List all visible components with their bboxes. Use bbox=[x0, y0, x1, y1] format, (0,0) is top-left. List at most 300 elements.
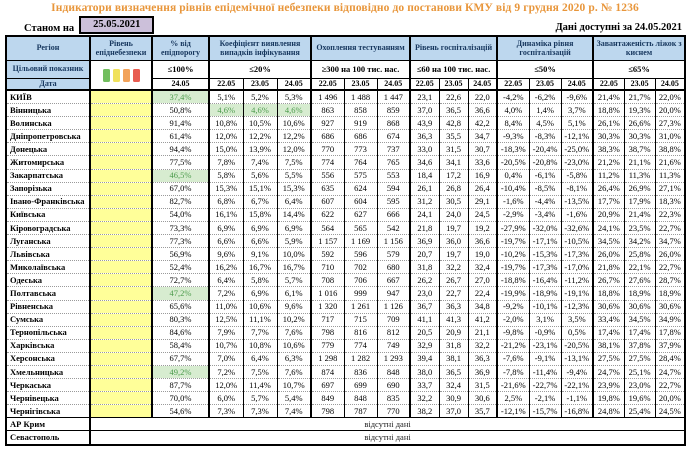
hosp-cell: 26,4 bbox=[468, 182, 497, 195]
group-header-row bbox=[6, 36, 685, 61]
meta-row bbox=[6, 15, 684, 34]
coef-cell: 7,2% bbox=[209, 365, 243, 378]
region-cell: Полтавська bbox=[6, 287, 90, 300]
date-cell: 22.05 bbox=[209, 79, 243, 91]
table-row bbox=[6, 392, 685, 405]
test-cell: 835 bbox=[377, 392, 410, 405]
coef-cell: 15,8% bbox=[243, 208, 277, 221]
beds-cell: 34,9% bbox=[655, 313, 685, 326]
col-header-epidemic-level: Рівень епіднебезпеки bbox=[90, 36, 152, 61]
region-cell: Сумська bbox=[6, 313, 90, 326]
dyn-cell: -2,1% bbox=[529, 392, 561, 405]
hosp-cell: 36,0 bbox=[439, 235, 468, 248]
col-header-region: Регіон bbox=[6, 36, 90, 61]
test-cell: 1 488 bbox=[344, 90, 377, 104]
beds-cell: 21,8% bbox=[593, 261, 624, 274]
hosp-cell: 31,2 bbox=[410, 195, 439, 208]
hosp-cell: 36,9 bbox=[468, 365, 497, 378]
test-cell: 706 bbox=[344, 274, 377, 287]
beds-cell: 24,7% bbox=[655, 365, 685, 378]
dyn-cell: -19,1% bbox=[561, 287, 593, 300]
test-cell: 709 bbox=[377, 313, 410, 326]
test-cell: 999 bbox=[344, 287, 377, 300]
hosp-cell: 35,7 bbox=[468, 405, 497, 418]
dyn-cell: -19,9% bbox=[497, 287, 529, 300]
coef-cell: 10,8% bbox=[209, 117, 243, 130]
test-cell: 1 293 bbox=[377, 352, 410, 365]
beds-cell: 20,0% bbox=[655, 392, 685, 405]
hosp-cell: 34,1 bbox=[439, 156, 468, 169]
beds-cell: 21,6% bbox=[655, 156, 685, 169]
region-cell: Івано-Франківська bbox=[6, 195, 90, 208]
pct-threshold-cell: 70,0% bbox=[152, 392, 209, 405]
coef-cell: 6,1% bbox=[277, 287, 311, 300]
beds-cell: 31,0% bbox=[655, 130, 685, 143]
dyn-cell: -12,1% bbox=[561, 130, 593, 143]
pct-threshold-cell: 61,4% bbox=[152, 130, 209, 143]
test-cell: 666 bbox=[377, 208, 410, 221]
hosp-cell: 19,0 bbox=[468, 248, 497, 261]
epidemic-level-cell bbox=[90, 274, 152, 287]
hosp-cell: 23,0 bbox=[410, 287, 439, 300]
beds-cell: 19,3% bbox=[624, 104, 655, 117]
col-header-hospitalization-level: Рівень госпіталізацій bbox=[410, 36, 497, 61]
coef-cell: 6,8% bbox=[209, 195, 243, 208]
test-cell: 1 298 bbox=[311, 352, 344, 365]
coef-cell: 6,0% bbox=[209, 392, 243, 405]
hosp-cell: 20,9 bbox=[439, 326, 468, 339]
dyn-cell: -12,1% bbox=[497, 405, 529, 418]
test-cell: 836 bbox=[344, 365, 377, 378]
beds-cell: 34,7% bbox=[655, 235, 685, 248]
test-cell: 717 bbox=[311, 313, 344, 326]
date-cell: 22.05 bbox=[497, 79, 529, 91]
region-cell: Вінницька bbox=[6, 104, 90, 117]
coef-cell: 10,0% bbox=[277, 248, 311, 261]
test-cell: 1 169 bbox=[344, 235, 377, 248]
beds-cell: 25,1% bbox=[624, 365, 655, 378]
test-cell: 596 bbox=[344, 248, 377, 261]
coef-cell: 7,7% bbox=[243, 326, 277, 339]
epidemic-level-cell bbox=[90, 287, 152, 300]
coef-cell: 5,3% bbox=[277, 90, 311, 104]
beds-cell: 30,3% bbox=[593, 130, 624, 143]
coef-cell: 6,7% bbox=[243, 195, 277, 208]
pct-threshold-cell: 80,3% bbox=[152, 313, 209, 326]
dyn-cell: -1,6% bbox=[561, 208, 593, 221]
dyn-cell: -20,5% bbox=[497, 156, 529, 169]
test-cell: 798 bbox=[311, 326, 344, 339]
dyn-cell: -3,4% bbox=[529, 208, 561, 221]
beds-cell: 19,6% bbox=[624, 392, 655, 405]
epidemic-level-cell bbox=[90, 143, 152, 156]
region-cell: Дніпропетровська bbox=[6, 130, 90, 143]
date-cell: 23.05 bbox=[243, 79, 277, 91]
hosp-cell: 23,1 bbox=[410, 90, 439, 104]
table-row bbox=[6, 221, 685, 234]
coef-cell: 7,5% bbox=[243, 365, 277, 378]
dyn-cell: 4,5% bbox=[529, 117, 561, 130]
region-cell: Донецька bbox=[6, 143, 90, 156]
pct-threshold-cell: 65,6% bbox=[152, 300, 209, 313]
table-row bbox=[6, 352, 685, 365]
hosp-cell: 22,6 bbox=[439, 90, 468, 104]
dyn-cell: -25,0% bbox=[561, 143, 593, 156]
table-header bbox=[6, 36, 685, 90]
beds-cell: 24,7% bbox=[593, 365, 624, 378]
hosp-cell: 30,6 bbox=[468, 392, 497, 405]
epidemic-level-cell bbox=[90, 379, 152, 392]
table-row bbox=[6, 156, 685, 169]
dyn-cell: -19,7% bbox=[497, 261, 529, 274]
beds-cell: 28,7% bbox=[655, 274, 685, 287]
data-available bbox=[555, 22, 682, 33]
coef-cell: 10,7% bbox=[277, 379, 311, 392]
test-cell: 1 126 bbox=[377, 300, 410, 313]
dyn-cell: -0,9% bbox=[529, 326, 561, 339]
hosp-cell: 38,2 bbox=[410, 405, 439, 418]
dyn-cell: -13,1% bbox=[561, 352, 593, 365]
hosp-cell: 35,5 bbox=[439, 130, 468, 143]
beds-cell: 22,3% bbox=[655, 208, 685, 221]
test-cell: 690 bbox=[377, 379, 410, 392]
hosp-cell: 43,9 bbox=[410, 117, 439, 130]
pct-threshold-cell: 94,4% bbox=[152, 143, 209, 156]
beds-cell: 27,1% bbox=[655, 182, 685, 195]
test-cell: 575 bbox=[344, 169, 377, 182]
beds-cell: 21,1% bbox=[624, 156, 655, 169]
dyn-cell: -4,4% bbox=[529, 195, 561, 208]
dyn-cell: -8,5% bbox=[529, 182, 561, 195]
dyn-cell: 1,4% bbox=[529, 104, 561, 117]
date-cell: 23.05 bbox=[344, 79, 377, 91]
hosp-cell: 36,6 bbox=[468, 104, 497, 117]
dyn-cell: -10,4% bbox=[497, 182, 529, 195]
date-cell: 22.05 bbox=[311, 79, 344, 91]
beds-cell: 37,9% bbox=[655, 339, 685, 352]
dyn-cell: -17,3% bbox=[529, 261, 561, 274]
hosp-cell: 19,7 bbox=[439, 248, 468, 261]
beds-cell: 30,6% bbox=[593, 300, 624, 313]
dyn-cell: -10,1% bbox=[529, 300, 561, 313]
hosp-cell: 32,2 bbox=[439, 261, 468, 274]
region-cell: Севастополь bbox=[6, 431, 90, 445]
hosp-cell: 22,0 bbox=[468, 90, 497, 104]
dyn-cell: -1,6% bbox=[497, 195, 529, 208]
hosp-cell: 41,2 bbox=[468, 313, 497, 326]
coef-cell: 6,6% bbox=[209, 235, 243, 248]
beds-cell: 26,6% bbox=[624, 117, 655, 130]
pct-threshold-cell: 87,7% bbox=[152, 379, 209, 392]
beds-cell: 34,2% bbox=[624, 235, 655, 248]
hosp-cell: 32,2 bbox=[468, 339, 497, 352]
epidemic-level-cell bbox=[90, 235, 152, 248]
hosp-cell: 37,0 bbox=[439, 405, 468, 418]
epidemic-level-cell bbox=[90, 117, 152, 130]
hosp-cell: 30,7 bbox=[468, 143, 497, 156]
date-cell: 22.05 bbox=[410, 79, 439, 91]
dyn-cell: -17,0% bbox=[561, 261, 593, 274]
test-cell: 1 282 bbox=[344, 352, 377, 365]
as-of-block bbox=[24, 16, 154, 34]
dyn-cell: -15,3% bbox=[529, 248, 561, 261]
test-cell: 749 bbox=[377, 339, 410, 352]
dyn-cell: -10,5% bbox=[561, 235, 593, 248]
epidemic-level-cell bbox=[90, 169, 152, 182]
epidemic-level-cell bbox=[90, 392, 152, 405]
hosp-cell: 20,5 bbox=[410, 326, 439, 339]
beds-cell: 27,5% bbox=[593, 352, 624, 365]
coef-cell: 6,4% bbox=[209, 274, 243, 287]
hosp-cell: 34,7 bbox=[468, 130, 497, 143]
pct-threshold-cell: 58,4% bbox=[152, 339, 209, 352]
test-cell: 773 bbox=[344, 143, 377, 156]
hosp-cell: 36,3 bbox=[468, 352, 497, 365]
dyn-cell: 4,0% bbox=[497, 104, 529, 117]
threshold-hospitalization: ≤60 на 100 тис. нас. bbox=[410, 61, 497, 79]
region-cell: Львівська bbox=[6, 248, 90, 261]
test-cell: 1 496 bbox=[311, 90, 344, 104]
hosp-cell: 32,4 bbox=[468, 261, 497, 274]
hosp-cell: 38,1 bbox=[439, 352, 468, 365]
test-cell: 874 bbox=[311, 365, 344, 378]
hosp-cell: 26,2 bbox=[410, 274, 439, 287]
threshold-testing: ≥300 на 100 тис. нас. bbox=[311, 61, 410, 79]
dyn-cell: -21,2% bbox=[497, 339, 529, 352]
epidemic-level-cell bbox=[90, 300, 152, 313]
dyn-cell: 0,5% bbox=[561, 326, 593, 339]
coef-cell: 10,8% bbox=[243, 339, 277, 352]
beds-cell: 17,7% bbox=[593, 195, 624, 208]
dyn-cell: -27,9% bbox=[497, 221, 529, 234]
dyn-cell: -22,1% bbox=[561, 379, 593, 392]
coef-cell: 7,3% bbox=[243, 405, 277, 418]
hosp-cell: 36,6 bbox=[468, 235, 497, 248]
test-cell: 686 bbox=[344, 130, 377, 143]
pct-threshold-cell: 82,7% bbox=[152, 195, 209, 208]
hosp-cell: 24,5 bbox=[468, 208, 497, 221]
coef-cell: 13,9% bbox=[243, 143, 277, 156]
hosp-cell: 19,2 bbox=[468, 221, 497, 234]
target-row bbox=[6, 61, 685, 79]
coef-cell: 16,2% bbox=[209, 261, 243, 274]
dyn-cell: -21,6% bbox=[497, 379, 529, 392]
hosp-cell: 20,7 bbox=[410, 248, 439, 261]
test-cell: 812 bbox=[377, 326, 410, 339]
epidemic-level-cell bbox=[90, 182, 152, 195]
beds-cell: 37,8% bbox=[624, 339, 655, 352]
beds-cell: 23,5% bbox=[624, 221, 655, 234]
table-row bbox=[6, 235, 685, 248]
dyn-cell: -20,5% bbox=[561, 339, 593, 352]
coef-cell: 16,1% bbox=[209, 208, 243, 221]
dyn-cell: -13,5% bbox=[561, 195, 593, 208]
col-header-detection-coef: Коефіцієнт виявлення випадків інфікування bbox=[209, 36, 311, 61]
region-cell: Закарпатська bbox=[6, 169, 90, 182]
test-cell: 927 bbox=[311, 117, 344, 130]
coef-cell: 14,4% bbox=[277, 208, 311, 221]
test-cell: 1 447 bbox=[377, 90, 410, 104]
table-row bbox=[6, 274, 685, 287]
test-cell: 848 bbox=[344, 392, 377, 405]
pct-threshold-cell: 67,0% bbox=[152, 182, 209, 195]
dyn-cell: -11,4% bbox=[529, 365, 561, 378]
date-cell: 24.05 bbox=[277, 79, 311, 91]
date-cell: 24.05 bbox=[561, 79, 593, 91]
hosp-cell: 38,0 bbox=[410, 365, 439, 378]
pct-threshold-cell: 46,5% bbox=[152, 169, 209, 182]
coef-cell: 10,7% bbox=[209, 339, 243, 352]
beds-cell: 22,7% bbox=[655, 261, 685, 274]
table-row bbox=[6, 130, 685, 143]
table-row bbox=[6, 104, 685, 117]
beds-cell: 21,7% bbox=[624, 90, 655, 104]
test-cell: 737 bbox=[377, 143, 410, 156]
hosp-cell: 22,4 bbox=[468, 287, 497, 300]
epidemic-level-cell bbox=[90, 90, 152, 104]
hosp-cell: 17,2 bbox=[439, 169, 468, 182]
dyn-cell: -2,9% bbox=[497, 208, 529, 221]
data-available-date: 24.05.2021 bbox=[634, 22, 682, 33]
beds-cell: 11,3% bbox=[655, 169, 685, 182]
table-body bbox=[6, 90, 685, 445]
region-cell: Харківська bbox=[6, 339, 90, 352]
beds-cell: 27,6% bbox=[624, 274, 655, 287]
test-cell: 542 bbox=[377, 221, 410, 234]
test-cell: 858 bbox=[344, 104, 377, 117]
dyn-cell: -16,4% bbox=[529, 274, 561, 287]
dyn-cell: 3,7% bbox=[561, 104, 593, 117]
dyn-cell: -17,3% bbox=[561, 248, 593, 261]
coef-cell: 11,4% bbox=[243, 379, 277, 392]
dyn-cell: -11,2% bbox=[561, 274, 593, 287]
as-of-date-box: 25.05.2021 bbox=[79, 16, 154, 34]
col-header-oxygen-beds: Завантаженість ліжок з киснем bbox=[593, 36, 685, 61]
region-cell: Рівненська bbox=[6, 300, 90, 313]
beds-cell: 27,5% bbox=[624, 352, 655, 365]
coef-cell: 12,0% bbox=[209, 379, 243, 392]
coef-cell: 5,6% bbox=[243, 169, 277, 182]
epidemic-level-cell bbox=[90, 195, 152, 208]
test-cell: 595 bbox=[377, 195, 410, 208]
beds-cell: 21,4% bbox=[593, 90, 624, 104]
dyn-cell: -15,7% bbox=[529, 405, 561, 418]
indicators-table bbox=[5, 35, 686, 446]
coef-cell: 10,6% bbox=[243, 300, 277, 313]
dyn-cell: -6,1% bbox=[529, 169, 561, 182]
coef-cell: 11,1% bbox=[243, 313, 277, 326]
beds-cell: 17,9% bbox=[624, 195, 655, 208]
legend-bar-orange bbox=[123, 69, 130, 82]
table-row bbox=[6, 208, 685, 221]
hosp-cell: 36,3 bbox=[439, 300, 468, 313]
hosp-cell: 36,9 bbox=[410, 235, 439, 248]
coef-cell: 5,7% bbox=[277, 274, 311, 287]
test-cell: 770 bbox=[311, 143, 344, 156]
dyn-cell: -7,6% bbox=[497, 352, 529, 365]
test-cell: 699 bbox=[344, 379, 377, 392]
beds-cell: 11,3% bbox=[624, 169, 655, 182]
dyn-cell: -32,0% bbox=[529, 221, 561, 234]
coef-cell: 6,3% bbox=[277, 352, 311, 365]
dyn-cell: -8,1% bbox=[561, 182, 593, 195]
test-cell: 774 bbox=[311, 156, 344, 169]
test-cell: 622 bbox=[311, 208, 344, 221]
pct-threshold-cell: 77,3% bbox=[152, 235, 209, 248]
hosp-cell: 42,8 bbox=[439, 117, 468, 130]
coef-cell: 7,2% bbox=[209, 287, 243, 300]
dyn-cell: -18,8% bbox=[497, 274, 529, 287]
test-cell: 592 bbox=[311, 248, 344, 261]
region-cell: Волинська bbox=[6, 117, 90, 130]
coef-cell: 7,5% bbox=[277, 156, 311, 169]
coef-cell: 15,0% bbox=[209, 143, 243, 156]
table-row bbox=[6, 169, 685, 182]
hosp-cell: 41,1 bbox=[410, 313, 439, 326]
hosp-cell: 31,8 bbox=[410, 261, 439, 274]
dyn-cell: -23,1% bbox=[529, 339, 561, 352]
date-cell: 22.05 bbox=[593, 79, 624, 91]
coef-cell: 10,2% bbox=[277, 313, 311, 326]
hosp-cell: 22,7 bbox=[439, 287, 468, 300]
dyn-cell: -12,3% bbox=[561, 300, 593, 313]
test-cell: 787 bbox=[344, 405, 377, 418]
dyn-cell: -18,3% bbox=[497, 143, 529, 156]
page-title: Індикатори визначення рівнів епідемічної небезпеки відповідно до постанови КМУ від 9 грудня 2020 р. № 1236 bbox=[51, 2, 639, 14]
dyn-cell: -19,7% bbox=[497, 235, 529, 248]
test-cell: 774 bbox=[344, 339, 377, 352]
coef-cell: 7,4% bbox=[277, 405, 311, 418]
hosp-cell: 32,4 bbox=[439, 379, 468, 392]
coef-cell: 12,0% bbox=[209, 130, 243, 143]
dyn-cell: 0,4% bbox=[497, 169, 529, 182]
hosp-cell: 36,5 bbox=[439, 365, 468, 378]
legend-bar-yellow bbox=[113, 69, 120, 82]
test-cell: 765 bbox=[377, 156, 410, 169]
coef-cell: 5,1% bbox=[209, 90, 243, 104]
pct-threshold-cell: 49,2% bbox=[152, 365, 209, 378]
dyn-cell: -7,8% bbox=[497, 365, 529, 378]
beds-cell: 26,7% bbox=[593, 274, 624, 287]
beds-cell: 26,1% bbox=[593, 117, 624, 130]
test-cell: 779 bbox=[311, 339, 344, 352]
hosp-cell: 24,1 bbox=[410, 208, 439, 221]
test-cell: 624 bbox=[344, 182, 377, 195]
region-cell: Херсонська bbox=[6, 352, 90, 365]
test-cell: 863 bbox=[311, 104, 344, 117]
date-label: Дата bbox=[6, 79, 90, 91]
table-row bbox=[6, 90, 685, 104]
region-cell: Хмельницька bbox=[6, 365, 90, 378]
hosp-cell: 33,0 bbox=[410, 143, 439, 156]
beds-cell: 38,3% bbox=[593, 143, 624, 156]
beds-cell: 17,4% bbox=[593, 326, 624, 339]
beds-cell: 22,7% bbox=[655, 221, 685, 234]
coef-cell: 7,6% bbox=[277, 326, 311, 339]
test-cell: 816 bbox=[344, 326, 377, 339]
epidemic-level-cell bbox=[90, 221, 152, 234]
col-header-pct-threshold: % від епідпорогу bbox=[152, 36, 209, 61]
dyn-cell: -2,0% bbox=[497, 313, 529, 326]
coef-cell: 6,6% bbox=[243, 235, 277, 248]
coef-cell: 11,0% bbox=[209, 300, 243, 313]
hosp-cell: 33,6 bbox=[468, 156, 497, 169]
dyn-cell: -9,1% bbox=[529, 352, 561, 365]
dyn-cell: -32,6% bbox=[561, 221, 593, 234]
hosp-cell: 42,2 bbox=[468, 117, 497, 130]
test-cell: 1 156 bbox=[377, 235, 410, 248]
beds-cell: 23,0% bbox=[624, 379, 655, 392]
